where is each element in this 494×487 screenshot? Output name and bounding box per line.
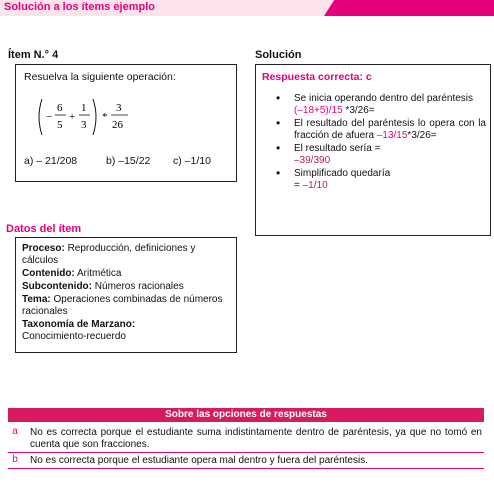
denominator-1: 5 (57, 119, 63, 131)
datos-box (15, 237, 237, 353)
step-1: • Se inicia operando dentro del paréntesis (–18+5)/15 *3/26= (276, 93, 486, 116)
numerator-3: 3 (116, 102, 122, 114)
contenido-row: Contenido: Aritmética (22, 268, 122, 279)
option-c: c) –1/10 (173, 155, 211, 167)
row-separator (8, 452, 484, 453)
taxonomia-row: Taxonomía de Marzano: Conocimiento-recuerdo (22, 319, 136, 342)
numerator-1: 6 (57, 102, 63, 114)
denominator-2: 3 (81, 119, 87, 131)
left-paren (39, 99, 42, 135)
sobre-row-b (8, 454, 484, 468)
step-4: • Simplificado quedaría = –1/10 (276, 168, 486, 191)
step-3: • El resultado sería = –39/390 (276, 143, 486, 166)
numerator-2: 1 (81, 102, 87, 114)
item-label: Ítem N.° 4 (8, 49, 59, 61)
page-title: Solución a los ítems ejemplo (4, 1, 155, 13)
datos-title: Datos del ítem (6, 223, 82, 235)
tema-row: Tema: Operaciones combinadas de números racionales (22, 294, 223, 317)
denominator-3: 26 (112, 119, 123, 131)
option-b: b) –15/22 (106, 155, 151, 167)
row-a-letter: a (12, 426, 18, 437)
row-b-letter: b (12, 454, 18, 465)
option-a: a) – 21/208 (24, 155, 78, 167)
sobre-row-a (8, 426, 484, 452)
plus-sign: + (69, 111, 76, 123)
proceso-row: Proceso: Reproducción, definiciones y cálculos (22, 243, 196, 266)
question-box (15, 64, 237, 182)
right-paren (93, 99, 96, 135)
solution-label: Solución (255, 49, 302, 61)
row-a-text: No es correcta porque el estudiante suma indistintamente dentro de paréntesis, ya que no tomó en cuenta que son fracciones. (30, 427, 482, 450)
times-sign: * (102, 111, 108, 123)
solution-steps (276, 93, 486, 193)
sobre-header: Sobre las opciones de respuestas (8, 408, 484, 422)
minus-sign: − (46, 111, 53, 123)
subcontenido-row: Subcontenido: Números racionales (22, 281, 184, 292)
solution-box (255, 64, 491, 236)
row-separator-bottom (8, 468, 484, 469)
step-2: • El resultado del paréntesis lo opera con la fracción de afuera –13/15*3/26= (276, 118, 486, 141)
question-text: Resuelva la siguiente operación: (24, 71, 176, 83)
correct-answer: Respuesta correcta: c (262, 71, 372, 83)
operation-formula (36, 95, 186, 139)
row-b-text: No es correcta porque el estudiante opera mal dentro y fuera del paréntesis. (30, 455, 368, 466)
header-accent (324, 0, 494, 16)
